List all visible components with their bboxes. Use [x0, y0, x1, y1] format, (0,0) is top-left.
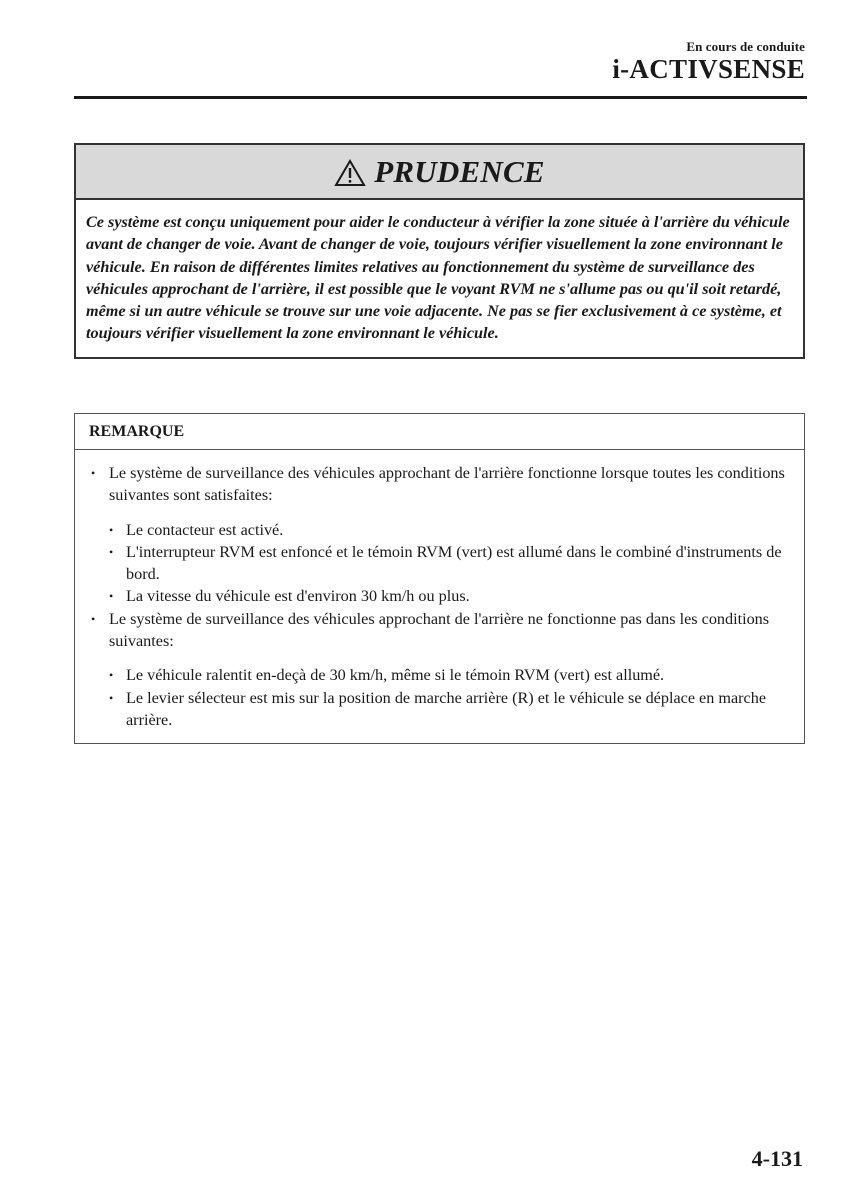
header-section-label: En cours de conduite: [686, 39, 805, 54]
note-item-text: Le système de surveillance des véhicules approchant de l'arrière fonctionne lorsque toutes les conditions suivantes sont satisfaites:: [109, 464, 785, 505]
header-title: i-ACTIVSENSE: [612, 54, 805, 84]
note-item: [89, 462, 794, 608]
note-body: [75, 450, 804, 743]
note-sublist: [109, 664, 794, 731]
warning-triangle-icon: [334, 159, 366, 187]
note-list: [89, 462, 794, 731]
note-title: REMARQUE: [75, 414, 804, 450]
caution-title: PRUDENCE: [374, 153, 545, 189]
note-sublist: [109, 519, 794, 608]
page-number: 4-131: [751, 1146, 803, 1171]
caution-box: [74, 143, 805, 359]
note-subitem: • Le contacteur est activé.: [109, 519, 794, 541]
note-box: [74, 413, 805, 744]
note-item-text: Le système de surveillance des véhicules approchant de l'arrière ne fonctionne pas dans les conditions suivantes:: [109, 609, 770, 651]
caution-text: Ce système est conçu uniquement pour aider le conducteur à vérifier la zone située à l'arrière du véhicule avant de changer de voie. Avant de changer de voie, toujours vérifier visuellement la zone environnant le véhicule. En raison de différentes limites relatives au fonctionnement du système de surveillance des véhicules approchant de l'arrière, il est possible que le voyant RVM ne s'allume pas ou qu'il soit retardé, même si un autre véhicule se trouve sur une voie adjacente. Ne pas se fier exclusivement à ce système, et toujours vérifier visuellement la zone environnant le véhicule.: [86, 213, 790, 343]
note-item: [89, 608, 794, 731]
note-subitem: • Le véhicule ralentit en-deçà de 30 km/h, même si le témoin RVM (vert) est allumé.: [109, 664, 794, 686]
note-subitem: • L'interrupteur RVM est enfoncé et le témoin RVM (vert) est allumé dans le combiné d'instruments de bord.: [109, 541, 794, 586]
header-divider: [74, 96, 807, 99]
caution-header: [76, 145, 803, 200]
note-subitem: • La vitesse du véhicule est d'environ 30 km/h ou plus.: [109, 585, 794, 607]
note-subitem: • Le levier sélecteur est mis sur la position de marche arrière (R) et le véhicule se déplace en marche arrière.: [109, 687, 794, 732]
